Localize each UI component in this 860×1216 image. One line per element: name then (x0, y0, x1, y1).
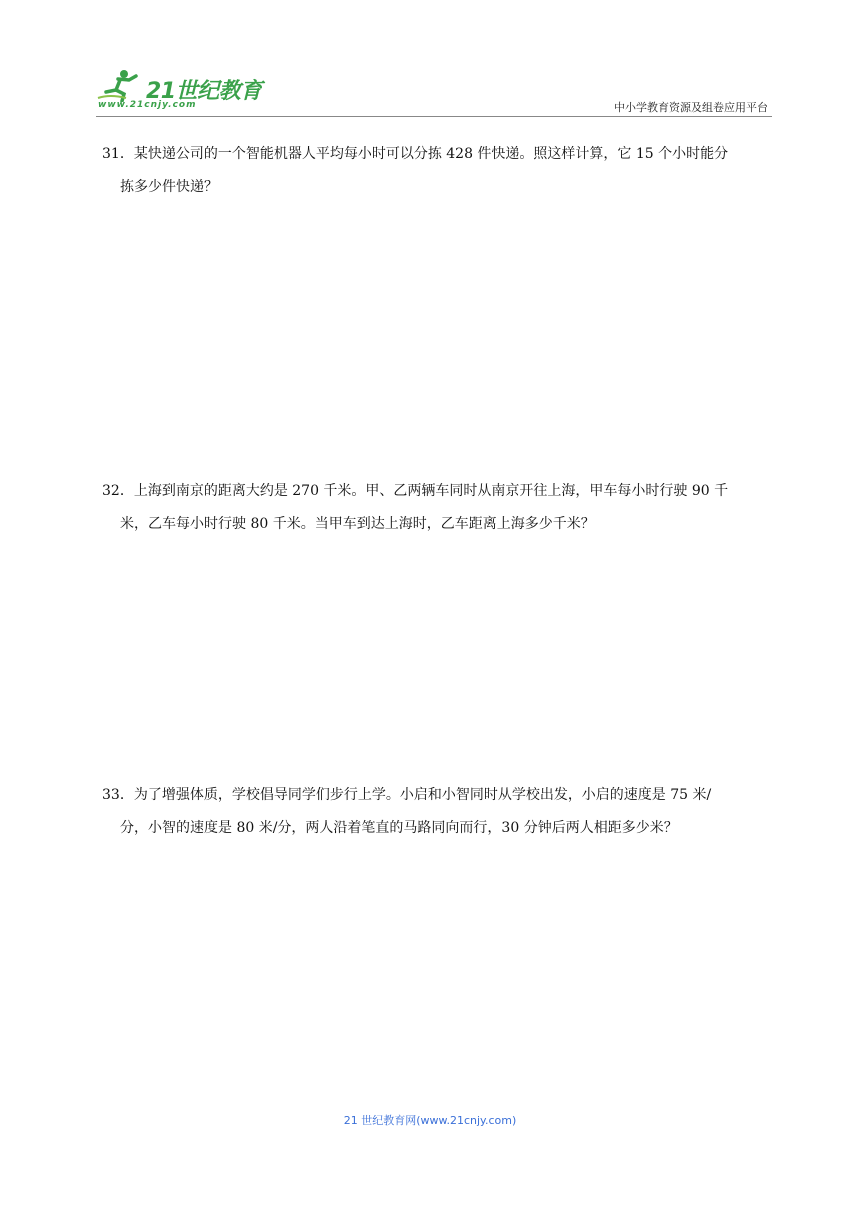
brand-logo (96, 68, 266, 116)
logo-url: www.21cnjy.com (98, 100, 197, 110)
footer-link[interactable]: 21 世纪教育网(www.21cnjy.com) (343, 1114, 517, 1127)
page-footer (0, 1112, 860, 1128)
page-header (0, 0, 860, 120)
question-33-line-2: 分，小智的速度是 80 米/分，两人沿着笔直的马路同向而行，30 分钟后两人相距多少米？ (120, 820, 678, 836)
logo-text: 21世纪教育 (146, 79, 262, 104)
question-33-line-1: 33．为了增强体质，学校倡导同学们步行上学。小启和小智同时从学校出发，小启的速度是 75 米/ (102, 787, 712, 803)
question-32-line-2: 米，乙车每小时行驶 80 千米。当甲车到达上海时，乙车距离上海多少千米？ (120, 516, 595, 532)
platform-tagline: 中小学教育资源及组卷应用平台 (614, 101, 768, 114)
question-33 (102, 779, 774, 845)
question-31 (102, 138, 774, 204)
question-31-line-1: 31．某快递公司的一个智能机器人平均每小时可以分拣 428 件快递。照这样计算，它 15 个小时能分 (102, 146, 729, 162)
question-32-line-1: 32．上海到南京的距离大约是 270 千米。甲、乙两辆车同时从南京开往上海，甲车每小时行驶 90 千 (102, 483, 729, 499)
runner-icon (96, 68, 146, 102)
question-31-line-2: 拣多少件快递？ (120, 179, 218, 195)
header-divider (96, 116, 772, 117)
question-32 (102, 475, 774, 541)
